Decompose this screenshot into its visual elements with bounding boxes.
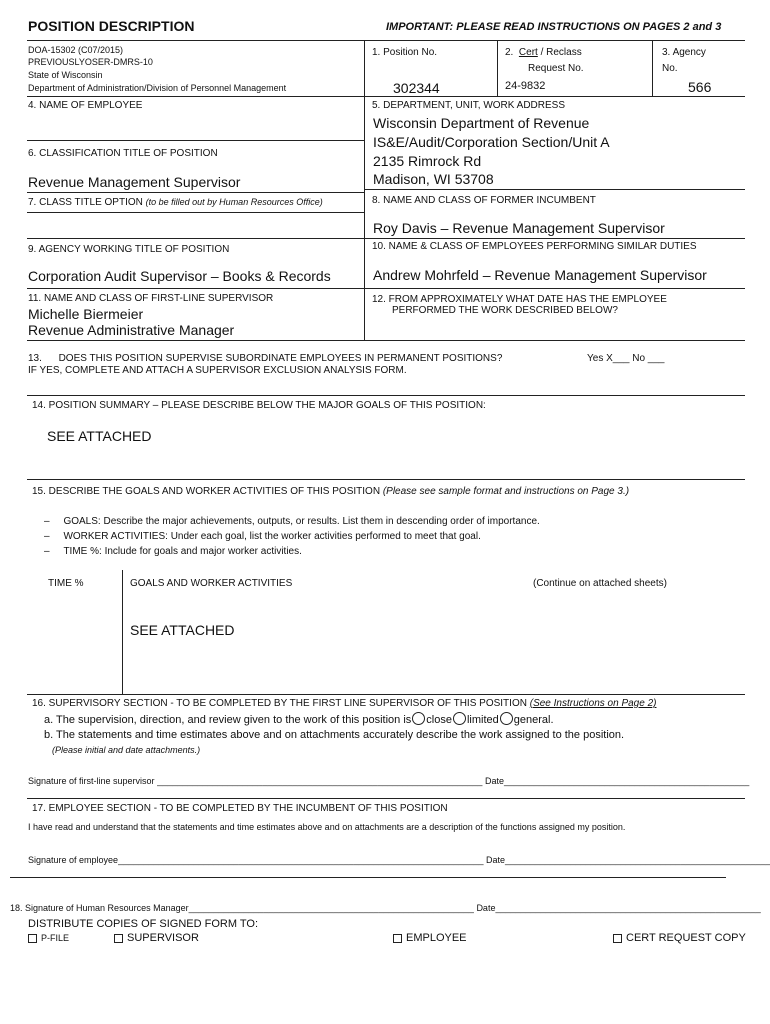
page-title: POSITION DESCRIPTION [28,18,195,34]
instruction-goals [44,516,540,527]
former-incumbent-label: 8. NAME AND CLASS OF FORMER INCUMBENT [372,195,596,206]
agency-no-label: No. [662,63,678,74]
supervisor-name[interactable]: Michelle Biermeier [28,306,144,322]
employee-signature-line[interactable] [28,855,770,865]
cert-request-label: CERT REQUEST COPY [626,932,746,944]
limited-label: limited [466,714,499,726]
address-line-4[interactable]: Madison, WI 53708 [373,171,494,187]
class-title-option-note: (to be filled out by Human Resources Office) [145,197,323,207]
similar-duties-value[interactable]: Andrew Mohrfeld – Revenue Management Supervisor [373,267,707,283]
supervisor-date-blank: _________________________________________________ [503,776,750,786]
initial-date-note: (Please initial and date attachments.) [52,745,201,755]
reclass-word: / Reclass [540,47,582,58]
instruction-time-text: TIME %: Include for goals and major worker activities. [63,546,302,557]
position-summary-value[interactable]: SEE ATTACHED [47,428,152,444]
employee-date-label: Date [485,855,505,865]
employee-signature-blank: _________________________________________________________________________ [118,855,484,865]
pfile-checkbox[interactable] [28,934,37,943]
rule [497,40,498,96]
agency-label: 3. Agency [662,47,706,58]
bullet-marker: – [44,546,64,557]
rule [27,395,745,396]
hr-signature-line[interactable] [10,903,761,913]
goals-section-text: 15. DESCRIBE THE GOALS AND WORKER ACTIVITIES OF THIS POSITION [32,486,381,497]
supervisory-section-text: 16. SUPERVISORY SECTION - TO BE COMPLETED BY THE FIRST LINE SUPERVISOR OF THIS POSITION [32,698,527,709]
position-no-value[interactable]: 302344 [393,80,440,96]
rule [27,96,745,97]
employee-name-label: 4. NAME OF EMPLOYEE [28,100,143,111]
exclusion-analysis-note: IF YES, COMPLETE AND ATTACH A SUPERVISOR EXCLUSION ANALYSIS FORM. [28,365,407,376]
supervisor-option[interactable] [114,932,199,944]
supervisor-signature-blank: _________________________________________________________________ [157,776,483,786]
subordinates-answer[interactable]: Yes X___ No ___ [587,353,665,364]
previously-form: PREVIOUSLYOSER-DMRS-10 [28,57,153,67]
rule [364,189,745,190]
address-line-1[interactable]: Wisconsin Department of Revenue [373,115,590,131]
rule [364,40,365,340]
employee-option[interactable] [393,932,467,944]
request-no-label: Request No. [528,63,584,74]
pfile-option[interactable] [28,933,69,943]
subordinates-question [28,353,502,364]
rule [27,140,364,141]
working-title-label: 9. AGENCY WORKING TITLE OF POSITION [28,244,230,255]
rule [27,192,364,193]
former-incumbent-value[interactable]: Roy Davis – Revenue Management Supervisor [373,220,665,236]
general-radio[interactable] [500,712,513,725]
continue-note: (Continue on attached sheets) [533,578,667,589]
rule [10,877,726,878]
close-radio[interactable] [412,712,425,725]
rule [27,479,745,480]
goals-section-note: (Please see sample format and instructions on Page 3.) [382,486,630,497]
instruction-time [44,546,302,557]
general-label: general. [513,714,554,726]
instruction-goals-text: GOALS: Describe the major achievements, outputs, or results. List them in descending order of importance. [63,516,540,527]
goals-section-label [32,486,629,497]
hr-signature-label: 18. Signature of Human Resources Manager [10,903,189,913]
supervision-level-text: a. The supervision, direction, and review given to the work of this position is [44,714,412,726]
department-name: Department of Administration/Division of Personnel Management [28,83,287,93]
instruction-activities-text: WORKER ACTIVITIES: Under each goal, list the worker activities performed to meet that goal. [63,531,481,542]
goals-column-header: GOALS AND WORKER ACTIVITIES [130,578,293,589]
supervision-level-row [44,712,554,726]
employee-checkbox[interactable] [393,934,402,943]
work-date-label-2: PERFORMED THE WORK DESCRIBED BELOW? [392,305,618,316]
question-13-number: 13. [28,353,42,364]
time-column-header: TIME % [48,578,84,589]
department-address-label: 5. DEPARTMENT, UNIT, WORK ADDRESS [372,100,565,111]
bullet-marker: – [44,531,64,542]
state-name: State of Wisconsin [28,70,103,80]
form-number: DOA-15302 (C07/2015) [28,45,124,55]
supervisor-copy-label: SUPERVISOR [127,932,199,944]
class-title-option-text: 7. CLASS TITLE OPTION [28,197,143,208]
work-date-label: 12. FROM APPROXIMATELY WHAT DATE HAS THE EMPLOYEE [372,294,667,305]
supervisor-checkbox[interactable] [114,934,123,943]
rule [27,694,745,695]
address-line-2[interactable]: IS&E/Audit/Corporation Section/Unit A [373,134,610,150]
cert-request-checkbox[interactable] [613,934,622,943]
classification-title-value[interactable]: Revenue Management Supervisor [28,174,241,190]
employee-signature-label: Signature of employee [28,855,119,865]
hr-date-blank: _____________________________________________________ [495,903,761,913]
rule [652,40,653,96]
request-no-value[interactable]: 24-9832 [505,80,546,92]
cert-word: Cert [518,47,538,58]
supervisor-signature-label: Signature of first-line supervisor [28,776,155,786]
limited-radio[interactable] [453,712,466,725]
close-label: close [426,714,452,726]
classification-title-label: 6. CLASSIFICATION TITLE OF POSITION [28,148,218,159]
box2-num: 2. [505,47,514,58]
instruction-activities [44,531,481,542]
hr-date-label: Date [476,903,496,913]
rule [27,798,745,799]
similar-duties-label: 10. NAME & CLASS OF EMPLOYEES PERFORMING SIMILAR DUTIES [372,241,697,252]
supervisor-date-label: Date [484,776,504,786]
question-13-text: DOES THIS POSITION SUPERVISE SUBORDINATE EMPLOYEES IN PERMANENT POSITIONS? [58,353,503,364]
employee-statement: I have read and understand that the statements and time estimates above and on attachments are a description of the functions assigned my position. [28,822,626,832]
statements-accurate-text: b. The statements and time estimates above and on attachments accurately describe the work assigned to the position. [44,729,625,741]
rule [27,212,364,213]
supervisory-section-note: (See Instructions on Page 2) [529,698,657,709]
employee-section-label: 17. EMPLOYEE SECTION - TO BE COMPLETED BY THE INCUMBENT OF THIS POSITION [32,803,448,814]
pfile-label: P-FILE [41,933,70,943]
position-no-label: 1. Position No. [372,47,438,58]
class-title-option-label [28,197,323,208]
distribute-label: DISTRIBUTE COPIES OF SIGNED FORM TO: [28,918,259,930]
supervisor-signature-line[interactable] [28,776,749,786]
employee-copy-label: EMPLOYEE [406,932,467,944]
position-summary-label: 14. POSITION SUMMARY – PLEASE DESCRIBE BELOW THE MAJOR GOALS OF THIS POSITION: [32,400,486,411]
hr-signature-blank: _________________________________________________________ [188,903,474,913]
cert-reclass-label [505,47,582,58]
rule [122,570,123,694]
supervisory-section-label [32,698,656,709]
rule [27,340,745,341]
rule [27,238,745,239]
rule [27,40,745,41]
rule [27,288,745,289]
supervisor-label: 11. NAME AND CLASS OF FIRST-LINE SUPERVISOR [28,293,274,304]
address-line-3[interactable]: 2135 Rimrock Rd [373,153,482,169]
important-notice: IMPORTANT: PLEASE READ INSTRUCTIONS ON PAGES 2 and 3 [386,21,722,33]
bullet-marker: – [44,516,64,527]
cert-request-option[interactable] [613,932,746,944]
employee-date-blank: _____________________________________________________ [505,855,770,865]
agency-no-value[interactable]: 566 [688,79,712,95]
supervisor-title[interactable]: Revenue Administrative Manager [28,322,235,338]
goals-value[interactable]: SEE ATTACHED [130,622,235,638]
working-title-value[interactable]: Corporation Audit Supervisor – Books & Records [28,268,331,284]
